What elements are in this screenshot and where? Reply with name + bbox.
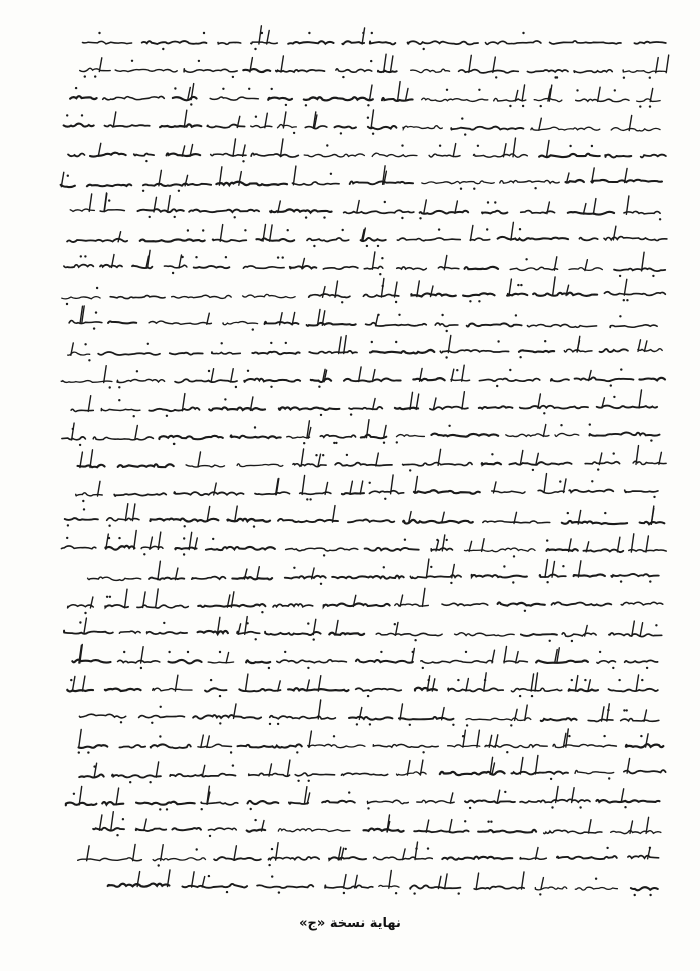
manuscript-line — [76, 474, 658, 503]
manuscript-line — [61, 166, 662, 192]
manuscript-line — [78, 729, 664, 754]
manuscript-line — [64, 250, 665, 277]
manuscript-line — [67, 222, 667, 247]
manuscript-line — [68, 588, 663, 614]
manuscript-line — [67, 673, 658, 698]
manuscript-line — [93, 812, 661, 837]
manuscript-line — [61, 530, 666, 557]
manuscript-line — [68, 336, 663, 362]
manuscript-line — [78, 842, 659, 867]
manuscript-line — [108, 870, 658, 896]
manuscript-line — [88, 559, 659, 585]
manuscript-line — [71, 390, 657, 418]
manuscript-line — [64, 110, 660, 136]
manuscript-line — [62, 420, 660, 446]
manuscript-line — [64, 617, 662, 643]
manuscript-handwriting — [55, 25, 670, 905]
manuscript-line — [72, 645, 657, 670]
handwritten-manuscript-image — [55, 25, 670, 905]
end-of-copy-caption: نهاية نسخة «ج» — [299, 916, 401, 931]
manuscript-line — [70, 193, 661, 221]
manuscript-line — [83, 26, 666, 50]
manuscript-line — [69, 306, 657, 332]
manuscript-line — [79, 700, 658, 727]
manuscript-line — [68, 138, 666, 162]
manuscript-line — [62, 277, 666, 305]
manuscript-line — [70, 82, 660, 108]
manuscript-line — [66, 786, 660, 810]
manuscript-line — [78, 446, 667, 472]
manuscript-line — [80, 54, 669, 79]
manuscript-line — [65, 504, 665, 528]
manuscript-line — [79, 755, 665, 783]
manuscript-line — [61, 365, 665, 388]
